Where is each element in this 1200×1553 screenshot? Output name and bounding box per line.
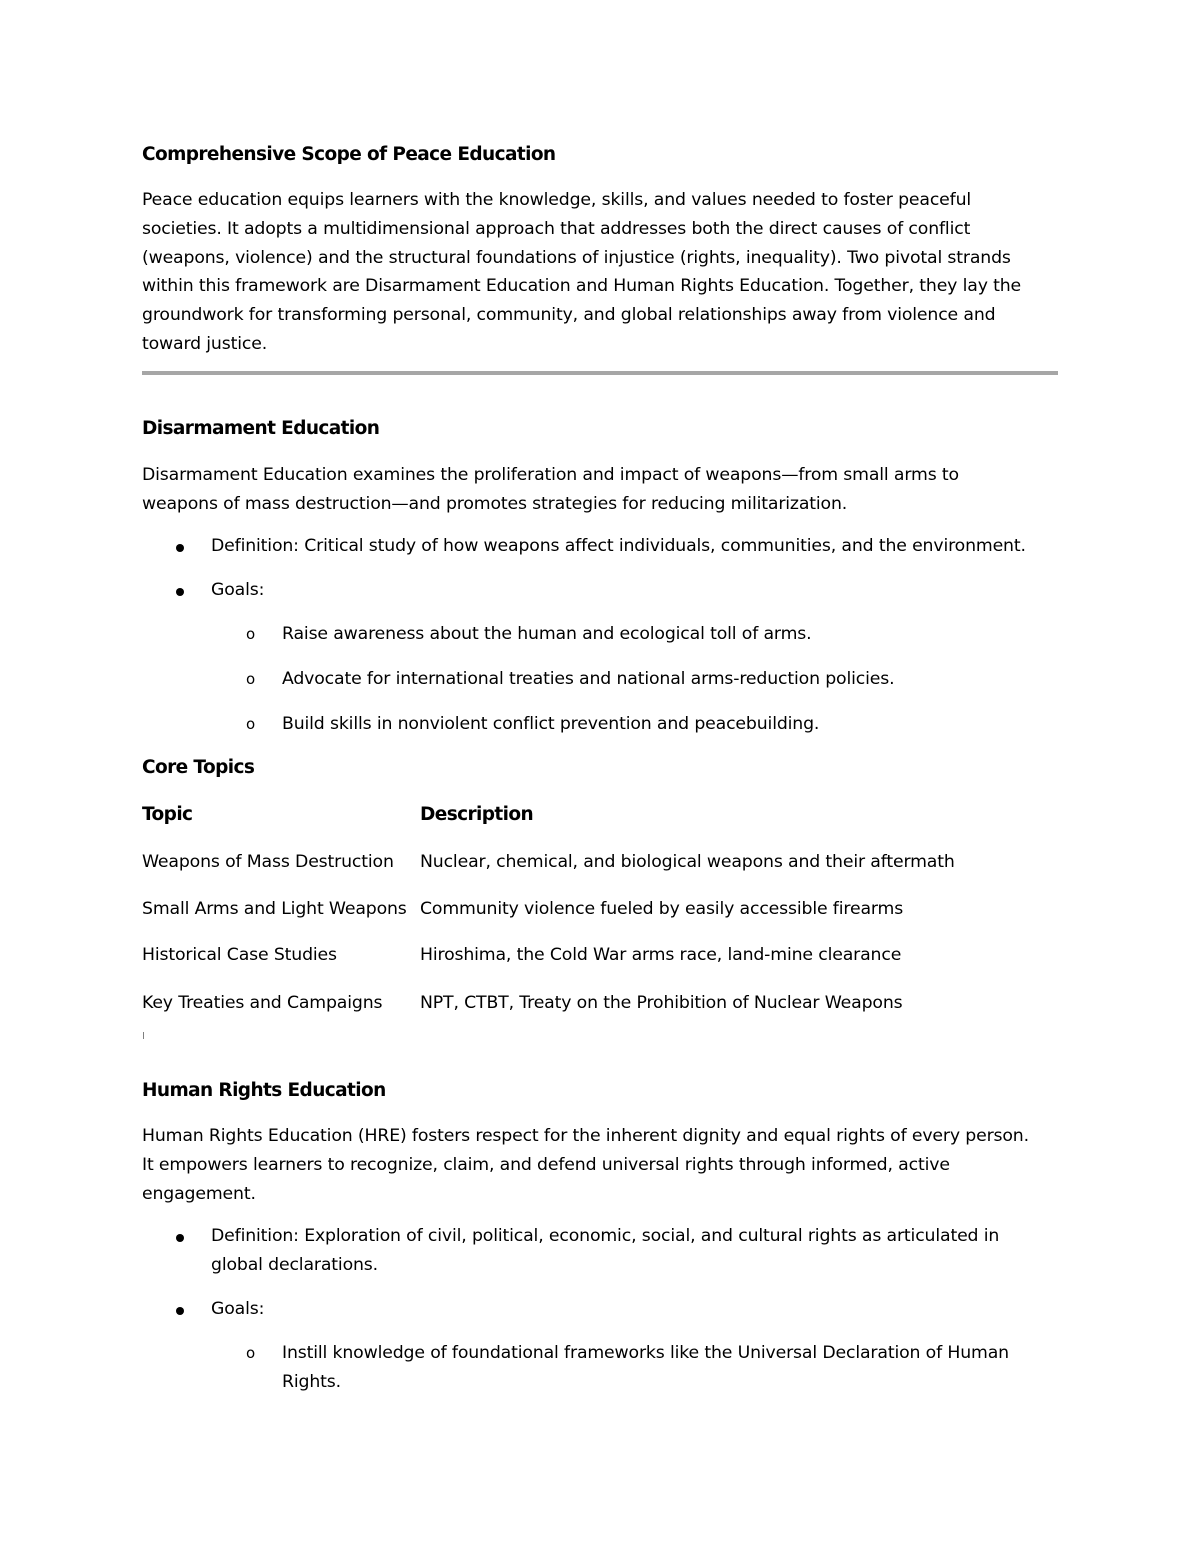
paragraph-line: (weapons, violence) and the structural foundations of injustice (rights, inequality). Two pivotal strands bbox=[142, 247, 1011, 268]
list-item-text: Definition: Exploration of civil, political, economic, social, and cultural rights as articulated in bbox=[211, 1226, 1000, 1246]
sub-list-item-text: Advocate for international treaties and national arms-reduction policies. bbox=[282, 669, 895, 689]
table-cell-description: NPT, CTBT, Treaty on the Prohibition of Nuclear Weapons bbox=[420, 993, 903, 1013]
scope-paragraph bbox=[142, 186, 1021, 359]
sub-bullet-icon: o bbox=[246, 625, 256, 643]
section-heading-disarmament: Disarmament Education bbox=[142, 418, 380, 439]
section-heading-hre: Human Rights Education bbox=[142, 1080, 386, 1101]
hre-paragraph bbox=[142, 1122, 1029, 1208]
paragraph-line: within this framework are Disarmament Education and Human Rights Education. Together, they lay the bbox=[142, 276, 1022, 297]
paragraph-line: It empowers learners to recognize, claim, and defend universal rights through informed, active bbox=[142, 1154, 950, 1175]
sub-bullet-icon: o bbox=[246, 670, 256, 688]
table-cell-description: Community violence fueled by easily accessible firearms bbox=[420, 899, 904, 919]
sub-list-item-text: Rights. bbox=[282, 1371, 341, 1392]
table-cell-description: Hiroshima, the Cold War arms race, land-mine clearance bbox=[420, 945, 902, 965]
paragraph-line: engagement. bbox=[142, 1183, 256, 1204]
paragraph-line: societies. It adopts a multidimensional approach that addresses both the direct causes of conflict bbox=[142, 218, 971, 239]
table-cell-topic: Weapons of Mass Destruction bbox=[142, 852, 394, 872]
bullet-dot-icon bbox=[176, 1307, 184, 1315]
list-item-text: global declarations. bbox=[211, 1254, 378, 1275]
sub-list-item-text: Instill knowledge of foundational frameworks like the Universal Declaration of Human bbox=[282, 1343, 1009, 1363]
paragraph-line: groundwork for transforming personal, community, and global relationships away from violence and bbox=[142, 305, 996, 326]
table-cell-topic: Key Treaties and Campaigns bbox=[142, 993, 383, 1013]
bullet-dot-icon bbox=[176, 588, 184, 596]
list-item-text: Goals: bbox=[211, 580, 265, 600]
paragraph-line: Disarmament Education examines the proliferation and impact of weapons—from small arms to bbox=[142, 465, 959, 485]
table-cell-topic: Historical Case Studies bbox=[142, 945, 337, 965]
sub-bullet-icon: o bbox=[246, 1344, 256, 1362]
table-cell-topic: Small Arms and Light Weapons bbox=[142, 899, 407, 919]
bullet-dot-icon bbox=[176, 1234, 184, 1242]
section-heading-scope: Comprehensive Scope of Peace Education bbox=[142, 144, 556, 165]
paragraph-line: Peace education equips learners with the knowledge, skills, and values needed to foster peaceful bbox=[142, 190, 972, 210]
disarmament-paragraph bbox=[142, 461, 959, 519]
table-header-topic: Topic bbox=[142, 804, 193, 825]
table-header-description: Description bbox=[420, 804, 534, 825]
sub-list-item-text: Build skills in nonviolent conflict prevention and peacebuilding. bbox=[282, 714, 820, 734]
list-item-text: Goals: bbox=[211, 1299, 265, 1319]
sub-bullet-icon: o bbox=[246, 715, 256, 733]
paragraph-line: weapons of mass destruction—and promotes strategies for reducing militarization. bbox=[142, 493, 848, 514]
paragraph-line: Human Rights Education (HRE) fosters respect for the inherent dignity and equal rights of every person. bbox=[142, 1126, 1029, 1146]
sub-list-item-text: Raise awareness about the human and ecological toll of arms. bbox=[282, 624, 812, 644]
text-cursor-mark bbox=[143, 1032, 144, 1039]
horizontal-divider bbox=[142, 371, 1058, 375]
core-topics-heading: Core Topics bbox=[142, 757, 255, 778]
list-item-text: Definition: Critical study of how weapons affect individuals, communities, and the environment. bbox=[211, 536, 1026, 556]
paragraph-line: toward justice. bbox=[142, 333, 268, 354]
table-cell-description: Nuclear, chemical, and biological weapons and their aftermath bbox=[420, 852, 955, 872]
bullet-dot-icon bbox=[176, 544, 184, 552]
